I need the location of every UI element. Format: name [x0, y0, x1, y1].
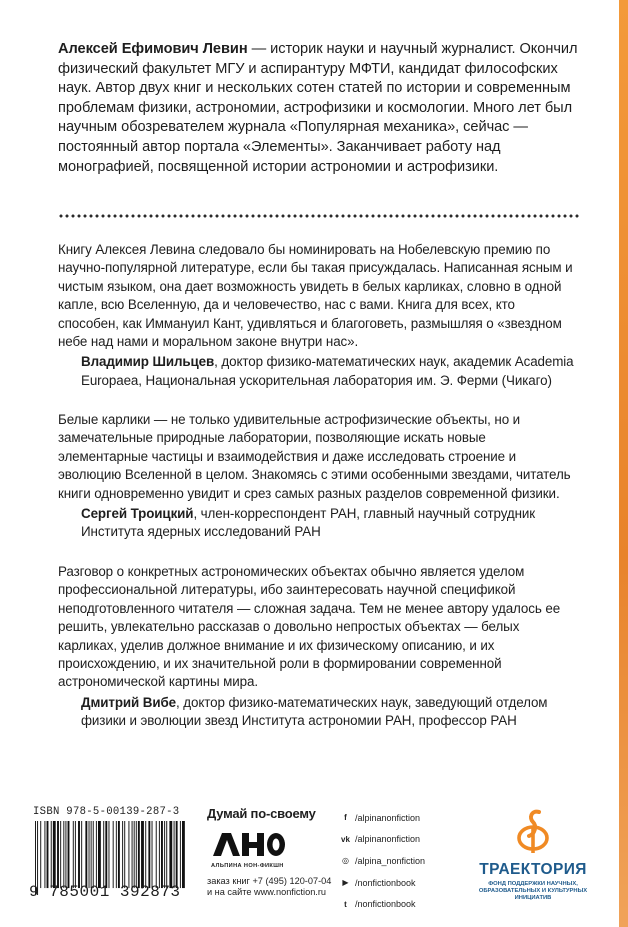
review-3-quote: Разговор о конкретных астрономических объектах обычно является уделом профессиональной литературы, ибо заинтересовать научной спецификой неподготовленного читателя — сложная задача. Тем не менее автору удалось ее решить, увлекательно рассказав о довольно непростых объектах — белых карликах, уделив должное внимание и их физическому описанию, и их происхождению, и их значительной роли в формировании современной астрономической картины мира. — [58, 564, 561, 690]
barcode-bar — [103, 821, 104, 888]
barcode-bar — [176, 821, 178, 888]
barcode-bar — [152, 821, 153, 888]
barcode-bar — [65, 821, 66, 888]
alpina-logo-text: АЛЬПИНА НОН-ФИКШН — [211, 863, 284, 869]
barcode-bar — [180, 821, 181, 888]
social-facebook[interactable] — [340, 807, 470, 829]
review-1-signature — [81, 353, 578, 390]
barcode-bar — [124, 821, 125, 888]
fund-title: ТРАЕКТОРИЯ — [479, 861, 587, 878]
barcode-bar — [116, 821, 117, 888]
review-2-signature — [81, 505, 578, 542]
review-2 — [58, 411, 578, 542]
youtube-icon: ▶ — [342, 878, 349, 888]
review-1-name: Владимир Шильцев — [81, 354, 215, 370]
barcode-bar — [53, 821, 56, 888]
barcode-bar — [145, 821, 146, 888]
barcode-bar — [169, 821, 172, 888]
barcode-bar — [47, 821, 49, 888]
review-3-credentials: , доктор физико-математических наук, заведующий отделом физики и эволюции звезд Института астрономии РАН, профессор РАН — [81, 694, 548, 729]
social-instagram[interactable] — [340, 850, 470, 872]
social-youtube-handle: /nonfictionbook — [355, 877, 416, 888]
alpina-logo-icon — [211, 831, 285, 857]
barcode-bar — [105, 821, 107, 888]
review-2-credentials: , член-корреспондент РАН, главный научный сотрудник Института ядерных исследований РАН — [81, 506, 536, 540]
barcode-bar — [109, 821, 110, 888]
barcode-bar — [75, 821, 76, 888]
barcode-bar — [141, 821, 144, 888]
barcode-bar — [138, 821, 140, 888]
social-youtube[interactable] — [340, 872, 470, 894]
barcode-bar — [134, 821, 135, 888]
barcode-bar — [132, 821, 133, 888]
barcode-bar — [118, 821, 120, 888]
review-3 — [58, 563, 578, 731]
review-1-credentials: , доктор физико-математических наук, академик Academia Europaea, Национальная ускорительная лаборатория им. Э. Ферми (Чикаго) — [81, 354, 574, 388]
book-spine-edge — [619, 0, 628, 927]
barcode-bar — [81, 821, 82, 888]
dotted-divider — [58, 214, 580, 218]
trajectory-logo-icon — [513, 808, 553, 854]
review-3-signature — [81, 694, 578, 731]
barcode-bar — [98, 821, 101, 888]
barcode-bar — [63, 821, 64, 888]
barcode-bar — [68, 821, 70, 888]
barcode-bar — [40, 821, 41, 888]
barcode-bar — [159, 821, 160, 888]
instagram-icon: ◎ — [342, 856, 349, 866]
social-twitter[interactable] — [340, 893, 470, 915]
order-website: и на сайте www.nonfiction.ru — [207, 887, 327, 898]
review-2-name: Сергей Троицкий — [81, 506, 194, 522]
barcode-bar — [96, 821, 97, 888]
social-twitter-handle: /nonfictionbook — [355, 899, 416, 910]
barcode-bar — [174, 821, 175, 888]
barcode-bar — [148, 821, 150, 888]
review-3-name: Дмитрий Вибе — [81, 694, 177, 710]
order-phone: заказ книг +7 (495) 120-07-04 — [207, 876, 332, 886]
barcode-bar — [128, 821, 129, 888]
publisher-block — [207, 806, 332, 899]
social-vk-handle: /alpinanonfiction — [355, 834, 421, 845]
publisher-slogan: Думай по-своему — [207, 806, 316, 821]
review-1 — [58, 241, 578, 390]
author-bio — [58, 40, 578, 177]
isbn-barcode — [29, 806, 189, 910]
barcode-bar — [44, 821, 45, 888]
trajectory-fund — [468, 808, 598, 902]
barcode-bar — [93, 821, 94, 888]
isbn-number: ISBN 978-5-00139-287-3 — [33, 806, 180, 818]
back-cover-footer — [0, 798, 628, 927]
barcode-bar — [73, 821, 74, 888]
barcode-bar — [91, 821, 92, 888]
barcode-bar — [166, 821, 167, 888]
barcode-bar — [85, 821, 87, 888]
twitter-icon: t — [344, 899, 347, 909]
social-links — [340, 807, 470, 915]
barcode-bar — [60, 821, 61, 888]
review-1-quote: Книгу Алексея Левина следовало бы номинировать на Нобелевскую премию по научно-популярной литературе, если бы такая присуждалась. Написанная ясным и чистым языком, она дает возможность увидеть в белых карликах, словно в одной капле, всю Вселенную, да и человечество, нас с вами. Книга для всех, кто способен, как Иммануил Кант, удивляться и благоговеть, размышляя о «звездном небе над нами и моральном законе внутри нас». — [58, 242, 573, 350]
author-bio-text: — историк науки и научный журналист. Окончил физический факультет МГУ и аспирантуру МФТИ, кандидат философских наук. Автор двух книг и нескольких сотен статей по истории и современным проблемам физики, астрономии, астрофизики и космологии. Много лет был научным обозревателем журнала «Популярная механика», сейчас — постоянный автор портала «Элементы». Заканчивает работу над монографией, посвященной истории астрономии и астрофизики. — [58, 41, 578, 175]
social-vk[interactable] — [340, 829, 470, 851]
social-instagram-handle: /alpina_nonfiction — [355, 855, 426, 866]
facebook-icon: f — [344, 813, 347, 823]
barcode-bar — [136, 821, 137, 888]
barcode-bar — [164, 821, 165, 888]
barcode-bar — [89, 821, 90, 888]
barcode-bar — [113, 821, 114, 888]
barcode-bar — [122, 821, 123, 888]
review-2-quote: Белые карлики — не только удивительные астрофизические объекты, но и замечательные природные лаборатории, позволяющие искать новые элементарные частицы и взаимодействия и даже исследовать строение и эволюцию Вселенной в целом. Знакомясь с этими особенными звездами, читатель книги одновременно увидит и срез самых разных разделов современной физики. — [58, 412, 571, 501]
ean-number: 9 785001 392873 — [29, 883, 181, 901]
barcode-bar — [182, 821, 185, 888]
vk-icon: vk — [341, 834, 350, 844]
barcode-bar — [51, 821, 52, 888]
fund-subtitle: ФОНД ПОДДЕРЖКИ НАУЧНЫХ, ОБРАЗОВАТЕЛЬНЫХ И КУЛЬТУРНЫХ ИНИЦИАТИВ — [478, 881, 588, 901]
barcode-bar — [78, 821, 80, 888]
order-info — [207, 876, 332, 899]
barcode-bar — [156, 821, 157, 888]
barcode-bar — [57, 821, 59, 888]
author-name: Алексей Ефимович Левин — [58, 41, 248, 57]
barcode-bar — [161, 821, 163, 888]
social-facebook-handle: /alpinanonfiction — [355, 812, 421, 823]
